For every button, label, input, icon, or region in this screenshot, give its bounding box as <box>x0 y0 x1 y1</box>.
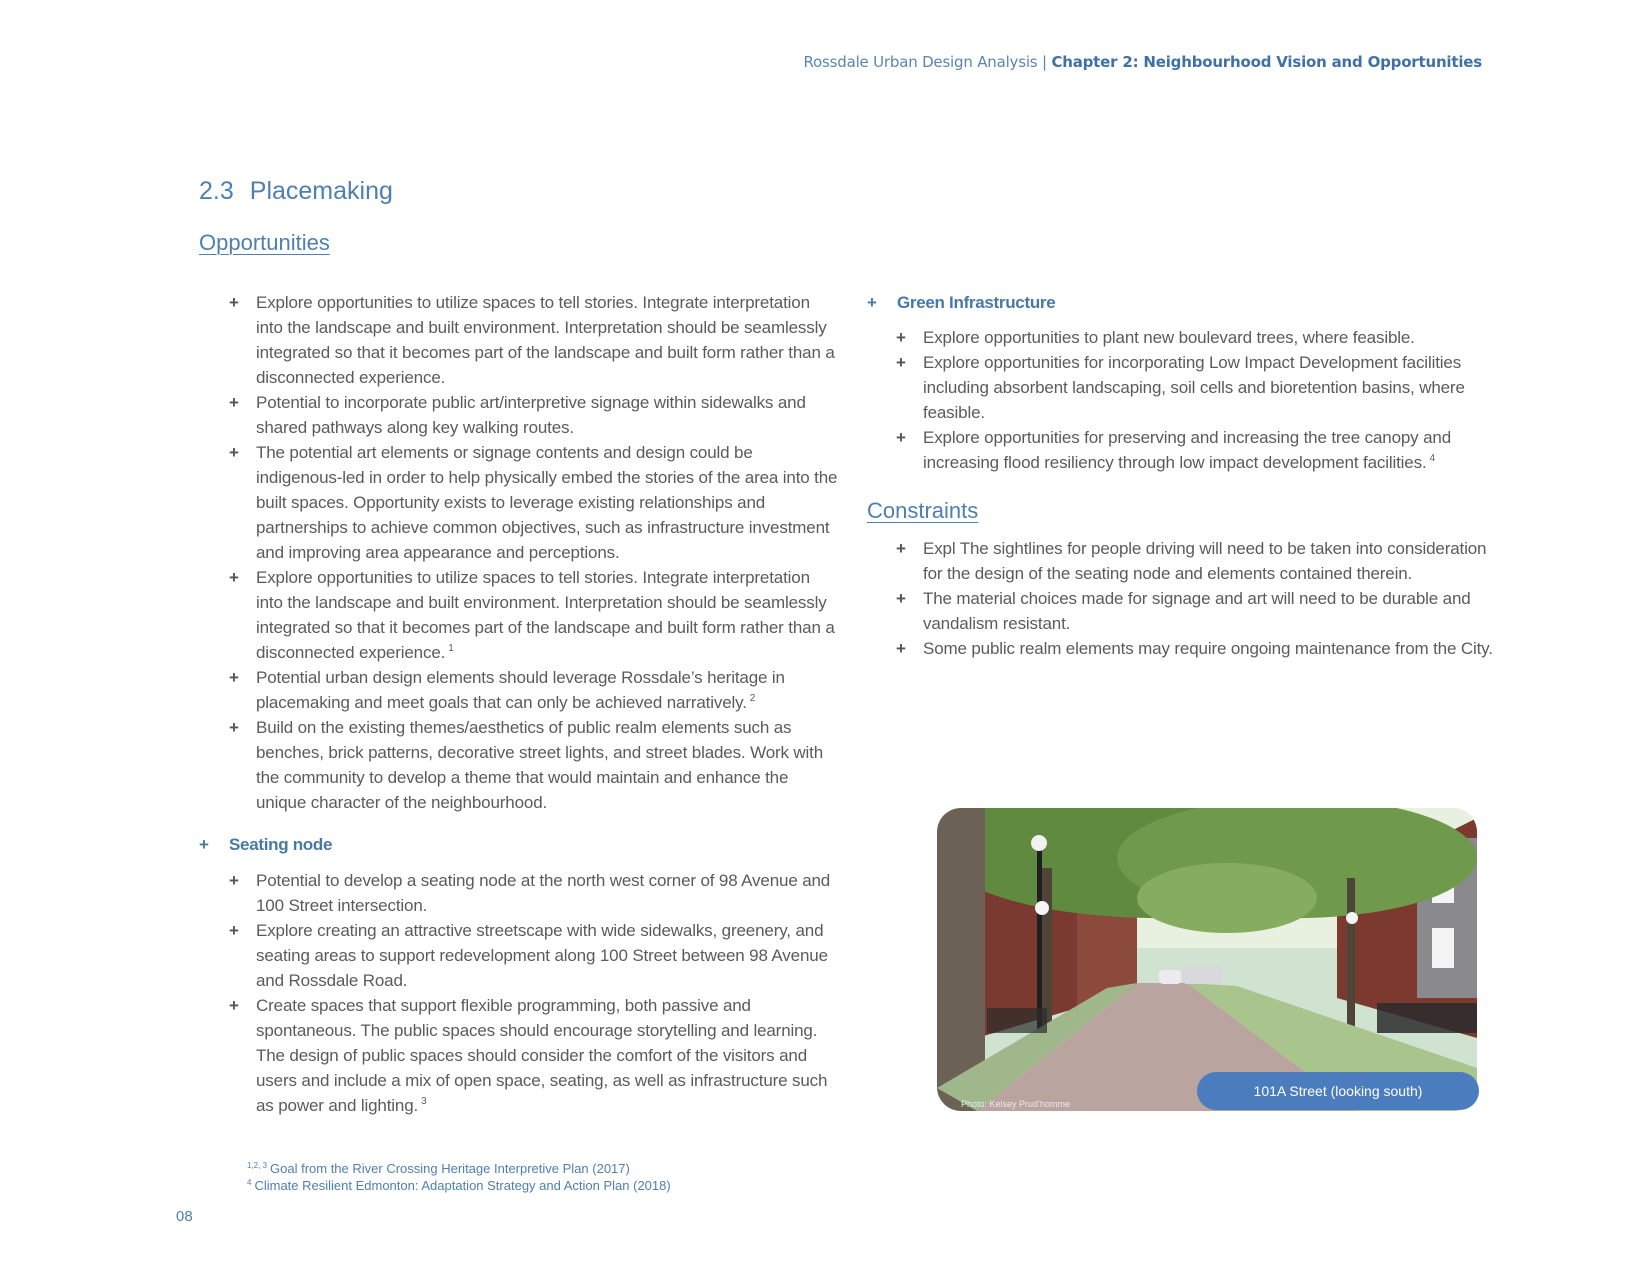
seating-node-label: Seating node <box>229 835 333 854</box>
list-item <box>229 918 839 993</box>
item-text: Explore opportunities for incorporating Low Impact Development facilities including absorbent landscaping, soil cells and bioretention basins, where feasible. <box>923 353 1465 422</box>
item-text: Explore creating an attractive streetscape with wide sidewalks, greenery, and seating areas to support redevelopment along 100 Street between 98 Avenue and Rossdale Road. <box>256 921 828 990</box>
list-item <box>229 665 839 715</box>
plus-bullet-icon: + <box>229 393 239 412</box>
plus-bullet-icon: + <box>896 589 906 608</box>
section-name: Placemaking <box>249 177 393 205</box>
footnote-text: Goal from the River Crossing Heritage Interpretive Plan (2017) <box>270 1161 630 1176</box>
item-text: Build on the existing themes/aesthetics of public realm elements such as benches, brick patterns, decorative street lights, and street blades. Work with the community to develop a theme that would maintain and enhance the unique character of the neighbourhood. <box>256 718 824 812</box>
plus-bullet-icon: + <box>229 718 239 737</box>
section-number: 2.3 <box>199 177 234 205</box>
list-item <box>896 636 1506 661</box>
opportunities-list <box>229 290 839 815</box>
section-title <box>199 177 393 206</box>
header-chapter: Chapter 2: Neighbourhood Vision and Opportunities <box>1051 53 1482 71</box>
running-header <box>804 53 1483 71</box>
list-item <box>229 993 839 1118</box>
footnote-marker: 4 <box>247 1177 252 1187</box>
plus-bullet-icon: + <box>867 293 877 312</box>
footnotes <box>247 1160 671 1194</box>
list-item <box>896 536 1506 586</box>
footnote-line <box>247 1160 671 1177</box>
plus-bullet-icon: + <box>229 443 239 462</box>
plus-bullet-icon: + <box>229 668 239 687</box>
plus-bullet-icon: + <box>229 996 239 1015</box>
list-item <box>896 425 1506 475</box>
list-item <box>896 325 1506 350</box>
plus-bullet-icon: + <box>896 353 906 372</box>
footnote-text: Climate Resilient Edmonton: Adaptation Strategy and Action Plan (2018) <box>254 1178 671 1193</box>
plus-bullet-icon: + <box>229 568 239 587</box>
footnote-marker: 1,2, 3 <box>247 1160 268 1170</box>
list-item <box>229 868 839 918</box>
item-text: Some public realm elements may require ongoing maintenance from the City. <box>923 639 1493 658</box>
item-text: Potential urban design elements should leverage Rossdale’s heritage in placemaking and meet goals that can only be achieved narratively. <box>256 668 785 712</box>
photo-credit: Photo: Kelsey Prud’homme <box>961 1099 1071 1109</box>
seating-node-list <box>229 868 839 1118</box>
opportunities-heading: Opportunities <box>199 230 330 255</box>
list-item <box>229 390 839 440</box>
street-photo-illustration <box>937 808 1477 1111</box>
header-doc-title: Rossdale Urban Design Analysis | <box>803 53 1047 71</box>
item-text: Expl The sightlines for people driving will need to be taken into consideration for the design of the seating node and elements contained therein. <box>923 539 1487 583</box>
item-text: Explore opportunities to plant new boulevard trees, where feasible. <box>923 328 1415 347</box>
list-item <box>229 565 839 665</box>
item-text: Potential to develop a seating node at the north west corner of 98 Avenue and 100 Street intersection. <box>256 871 831 915</box>
plus-bullet-icon: + <box>896 328 906 347</box>
item-text: Explore opportunities for preserving and increasing the tree canopy and increasing flood resiliency through low impact development facilities. <box>923 428 1452 472</box>
page-number: 08 <box>176 1208 193 1225</box>
street-photo <box>937 808 1477 1111</box>
photo-caption: 101A Street (looking south) <box>1197 1072 1479 1110</box>
footnote-ref: 3 <box>421 1096 427 1108</box>
constraints-list <box>896 536 1506 661</box>
plus-bullet-icon: + <box>199 835 209 854</box>
plus-bullet-icon: + <box>229 921 239 940</box>
list-item <box>896 350 1506 425</box>
list-item <box>229 290 839 390</box>
list-item <box>229 715 839 815</box>
item-text: Potential to incorporate public art/interpretive signage within sidewalks and shared pathways along key walking routes. <box>256 393 806 437</box>
plus-bullet-icon: + <box>896 428 906 447</box>
green-infrastructure-label: Green Infrastructure <box>897 293 1056 312</box>
list-item <box>896 586 1506 636</box>
footnote-ref: 2 <box>749 693 756 705</box>
item-text: Explore opportunities to utilize spaces to tell stories. Integrate interpretation into the landscape and built environment. Interpretation should be seamlessly integrated so that it becomes part of the landscape and built form rather than a disconnected experience. <box>256 568 835 662</box>
item-text: Explore opportunities to utilize spaces to tell stories. Integrate interpretation into the landscape and built environment. Interpretation should be seamlessly integrated so that it becomes part of the landscape and built form rather than a disconnected experience. <box>256 293 835 387</box>
green-infrastructure-heading <box>867 293 1055 313</box>
plus-bullet-icon: + <box>229 293 239 312</box>
plus-bullet-icon: + <box>229 871 239 890</box>
plus-bullet-icon: + <box>896 639 906 658</box>
seating-node-heading <box>199 835 332 855</box>
footnote-ref: 4 <box>1429 453 1435 465</box>
footnote-ref: 1 <box>448 643 454 655</box>
footnote-line <box>247 1177 671 1194</box>
item-text: Create spaces that support flexible programming, both passive and spontaneous. The public spaces should encourage storytelling and learning. The design of public spaces should consider the comfort of the visitors and users and include a mix of open space, seating, as well as infrastructure such as power and lighting. <box>256 996 828 1115</box>
green-infrastructure-list <box>896 325 1506 475</box>
constraints-heading: Constraints <box>867 498 979 523</box>
list-item <box>229 440 839 565</box>
item-text: The material choices made for signage and art will need to be durable and vandalism resistant. <box>923 589 1471 633</box>
item-text: The potential art elements or signage contents and design could be indigenous-led in order to help physically embed the stories of the area into the built spaces. Opportunity exists to leverage existing relationships and partnerships to achieve common objectives, such as infrastructure investment and improving area appearance and perceptions. <box>256 443 838 562</box>
plus-bullet-icon: + <box>896 539 906 558</box>
